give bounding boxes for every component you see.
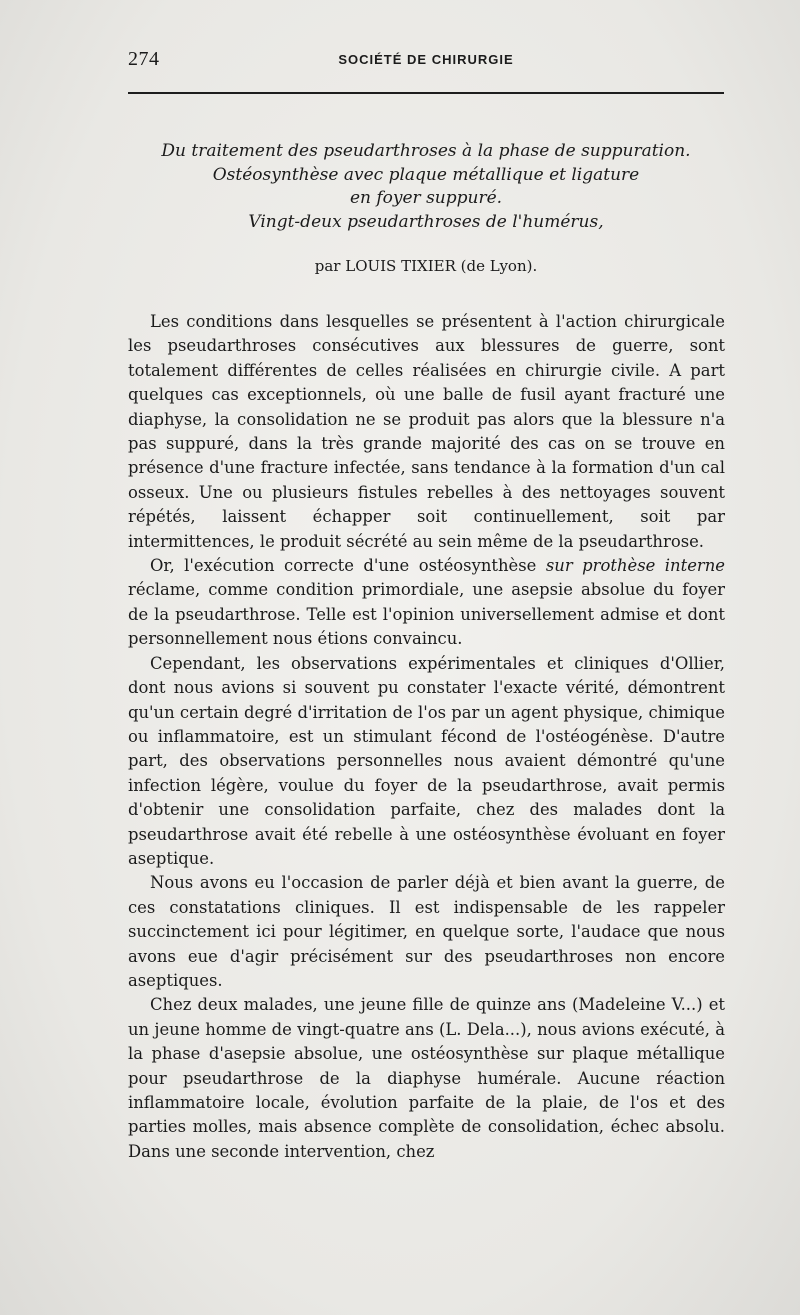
article-body <box>128 310 725 1164</box>
paragraph-text: Or, l'exécution correcte d'une ostéosynthèse <box>150 556 546 576</box>
title-line: Du traitement des pseudarthroses à la phase de suppuration. <box>161 141 691 161</box>
emphasis-text: sur prothèse interne <box>545 556 725 576</box>
paragraph: Cependant, les observations expérimentales et cliniques d'Ollier, dont nous avions si souvent pu constater l'exacte vérité, démontrent qu'un certain degré d'irritation de l'os par un agent physique, chimique ou inflammatoire, est un stimulant fécond de l'ostéogénèse. D'autre part, des observations personnelles nous avaient démontré qu'une infection légère, voulue du foyer de la pseudarthrose, avait permis d'obtenir une consolidation parfaite, chez des malades dont la pseudarthrose avait été rebelle à une ostéosynthèse évoluant en foyer aseptique. <box>128 653 725 868</box>
header-rule <box>128 92 724 94</box>
page-number: 274 <box>128 48 160 70</box>
title-line: en foyer suppuré. <box>349 188 503 208</box>
title-line: Ostéosynthèse avec plaque métallique et ligature <box>212 164 640 185</box>
title-line: Vingt-deux pseudarthroses de l'humérus, <box>248 211 604 232</box>
author-line: par LOUIS TIXIER (de Lyon). <box>314 257 538 275</box>
article-title <box>128 140 724 234</box>
paragraph: Les conditions dans lesquelles se présentent à l'action chirurgicale les pseudarthroses consécutives aux blessures de guerre, sont totalement différentes de celles réalisées en chirurgie civile. A part quelques cas exceptionnels, où une balle de fusil ayant fracturé une diaphyse, la consolidation ne se produit pas alors que la blessure n'a pas suppuré, dans la très grande majorité des cas on se trouve en présence d'une fracture infectée, sans tendance à la formation d'un cal osseux. Une ou plusieurs fistules rebelles à des nettoyages souvent répétés, laissent échapper soit continuellement, soit par intermittences, le produit sécrété au sein même de la pseudarthrose. <box>128 312 725 551</box>
paragraph <box>128 554 725 652</box>
paragraph: Chez deux malades, une jeune fille de quinze ans (Madeleine V...) et un jeune homme de vingt-quatre ans (L. Dela...), nous avions exécuté, à la phase d'asepsie absolue, une ostéosynthèse sur plaque métallique pour pseudarthrose de la diaphyse humérale. Aucune réaction inflammatoire locale, évolution parfaite de la plaie, de l'os et des parties molles, mais absence complète de consolidation, échec absolu. Dans une seconde intervention, chez <box>128 995 725 1161</box>
paragraph-text: réclame, comme condition primordiale, une asepsie absolue du foyer de la pseudarthrose. Telle est l'opinion universellement admise et dont personnellement nous étions convaincu. <box>128 580 725 649</box>
paragraph: Nous avons eu l'occasion de parler déjà et bien avant la guerre, de ces constatations cliniques. Il est indispensable de les rappeler succinctement ici pour légitimer, en quelque sorte, l'audace que nous avons eue d'agir précisément sur des pseudarthroses non encore aseptiques. <box>128 873 725 990</box>
page-header <box>128 48 724 78</box>
running-head: SOCIÉTÉ DE CHIRURGIE <box>338 52 514 67</box>
